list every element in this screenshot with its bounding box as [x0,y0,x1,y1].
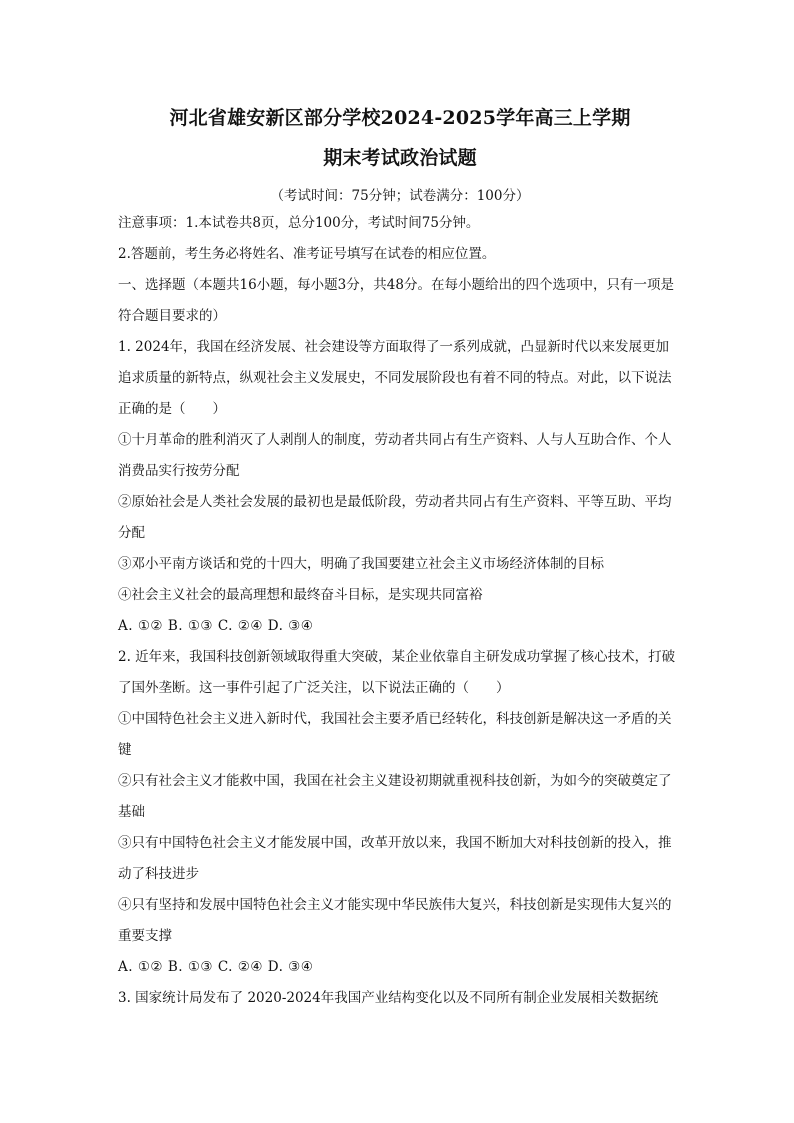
question-item: ④社会主义社会的最高理想和最终奋斗目标，是实现共同富裕 [118,587,483,603]
exam-title-line-2: 期末考试政治试题 [323,147,477,169]
question-options: A. ①② B. ①③ C. ②④ D. ③④ [118,618,314,634]
question-item: ②原始社会是人类社会发展的最初也是最低阶段，劳动者共同占有生产资料、平等互助、平均分配 [118,494,672,541]
question-stem: 1. 2024年，我国在经济发展、社会建设等方面取得了一系列成就，凸显新时代以来发展更加追求质量的新特点，纵观社会主义发展史，不同发展阶段也有着不同的特点。对此，以下说法正确的是（ ） [118,339,672,417]
question-3 [118,983,682,1014]
question-item: ④只有坚持和发展中国特色社会主义才能实现中华民族伟大复兴，科技创新是实现伟大复兴的重要支撑 [118,897,672,944]
exam-title-line-1: 河北省雄安新区部分学校2024-2025学年高三上学期 [169,107,631,129]
question-stem: 2. 近年来，我国科技创新领域取得重大突破，某企业依靠自主研发成功掌握了核心技术，打破了国外垄断。这一事件引起了广泛关注，以下说法正确的（ ） [118,649,676,696]
question-options: A. ①② B. ①③ C. ②④ D. ③④ [118,959,314,975]
question-item: ②只有社会主义才能救中国，我国在社会主义建设初期就重视科技创新，为如今的突破奠定了基础 [118,773,672,820]
exam-time-and-score: （考试时间：75分钟；试卷满分：100分） [270,188,530,204]
question-item: ③只有中国特色社会主义才能发展中国，改革开放以来，我国不断加大对科技创新的投入，推动了科技进步 [118,835,672,882]
exam-content [118,100,682,1014]
question-1 [118,332,682,642]
notice-line-2: 2.答题前，考生务必将姓名、准考证号填写在试卷的相应位置。 [118,246,496,262]
question-item: ①十月革命的胜利消灭了人剥削人的制度，劳动者共同占有生产资料、人与人互助合作、个人消费品实行按劳分配 [118,432,672,479]
notice-line-1: 注意事项：1.本试卷共8页，总分100分，考试时间75分钟。 [118,215,480,231]
section-heading: 一、选择题（本题共16小题，每小题3分，共48分。在每小题给出的四个选项中，只有一项是符合题目要求的） [118,277,674,324]
question-stem: 3. 国家统计局发布了 2020-2024年我国产业结构变化以及不同所有制企业发展相关数据统 [118,990,659,1006]
question-2 [118,642,682,983]
question-item: ③邓小平南方谈话和党的十四大，明确了我国要建立社会主义市场经济体制的目标 [118,556,604,572]
question-item: ①中国特色社会主义进入新时代，我国社会主要矛盾已经转化，科技创新是解决这一矛盾的关键 [118,711,672,758]
